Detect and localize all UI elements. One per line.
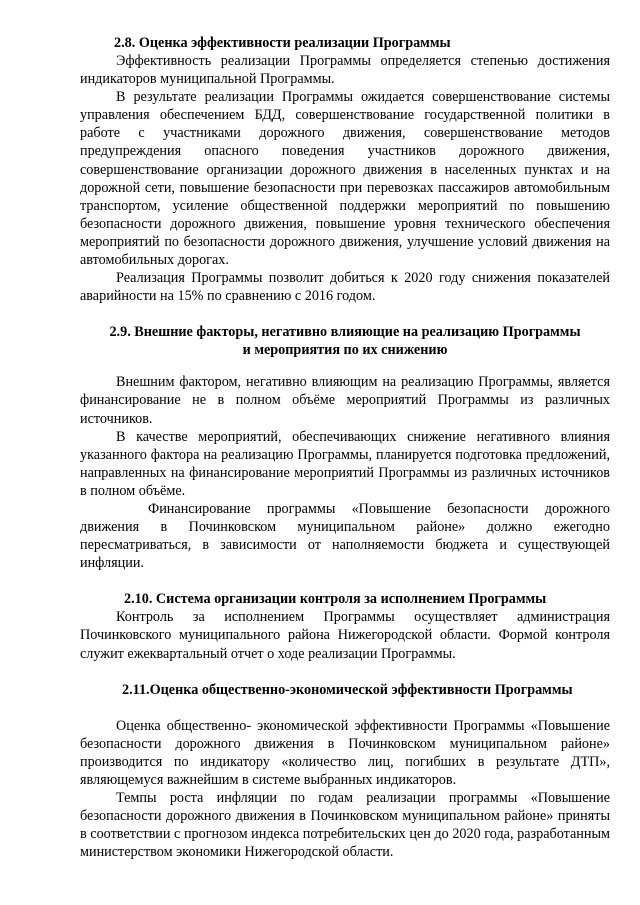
- spacer: [80, 359, 610, 373]
- section-2-8: [80, 34, 610, 305]
- paragraph: Внешним фактором, негативно влияющим на реализацию Программы, является финансирование не в полном объёме мероприятий Программы из различных источников.: [80, 374, 610, 427]
- section-title: 2.8. Оценка эффективности реализации Программы: [114, 35, 451, 51]
- section-2-11: [80, 681, 610, 862]
- paragraph: В качестве мероприятий, обеспечивающих снижение негативного влияния указанного фактора на реализацию Программы, планируется подготовка предложений, направленных на финансирование мероприятий Программы из различных источников в полном объёме.: [80, 428, 610, 499]
- paragraph: Реализация Программы позволит добиться к 2020 году снижения показателей аварийности на 15% по сравнению с 2016 годом.: [80, 270, 610, 305]
- paragraph: Финансирование программы «Повышение безопасности дорожного движения в Починковском муниципальном районе» должно ежегодно пересматриваться, в зависимости от наполняемости бюджета и существующей инфляции.: [80, 500, 610, 572]
- paragraph: Оценка общественно- экономической эффективности Программы «Повышение безопасности дорожного движения в Починковском муниципальном районе» производится по индикатору «количество лиц, погибших в результате ДТП», являющемуся важнейшим в системе выбранных индикаторов.: [80, 717, 610, 788]
- section-2-9: [80, 323, 610, 572]
- spacer: [80, 572, 610, 590]
- section-2-10: [80, 590, 610, 662]
- paragraph: В результате реализации Программы ожидается совершенствование системы управления обеспечением БДД, совершенствование государственной политики в работе с участниками дорожного движения, совершенствование методов предупреждения опасного поведения участников дорожного движения, совершенствование организации дорожного движения в населенных пунктах и на дорожной сети, повышение безопасности при перевозках пассажиров автомобильным транспортом, усиление общественной поддержки мероприятий по повышению безопасности дорожного движения, повышение уровня технического обеспечения мероприятий по безопасности дорожного движения, улучшение условий движения на автомобильных дорогах.: [80, 89, 610, 269]
- spacer: [80, 663, 610, 681]
- spacer: [80, 305, 610, 323]
- section-title: [80, 323, 610, 359]
- paragraph: Контроль за исполнением Программы осуществляет администрация Починковского муниципального района Нижегородской области. Формой контроля служит ежеквартальный отчет о ходе реализации Программы.: [80, 609, 610, 662]
- section-title-line-2: и мероприятия по их снижению: [242, 342, 448, 359]
- spacer: [80, 699, 610, 717]
- section-title-line-1: 2.9. Внешние факторы, негативно влияющие на реализацию Программы: [109, 324, 581, 341]
- paragraph: Темпы роста инфляции по годам реализации программы «Повышение безопасности дорожного движения в Починковском муниципальном районе» приняты в соответствии с прогнозом индекса потребительских цен до 2020 года, разработанным министерством экономики Нижегородской области.: [80, 790, 610, 861]
- paragraph: Эффективность реализации Программы определяется степенью достижения индикаторов муниципальной Программы.: [80, 53, 610, 88]
- section-title: 2.10. Система организации контроля за исполнением Программы: [124, 591, 547, 608]
- section-title: 2.11.Оценка общественно-экономической эффективности Программы: [122, 681, 573, 698]
